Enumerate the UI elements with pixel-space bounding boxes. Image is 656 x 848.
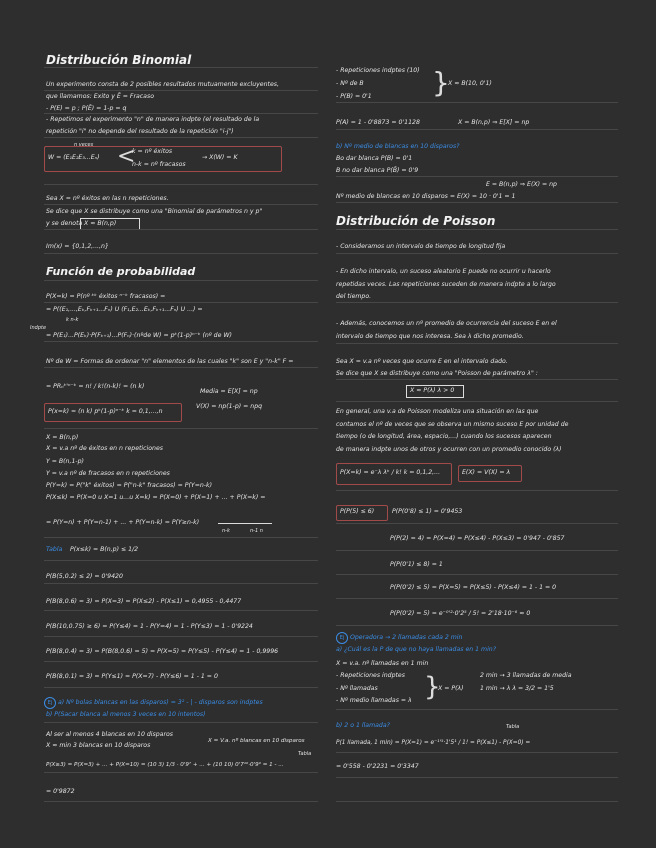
ruled-line xyxy=(44,661,318,662)
text-line: Y = v.a nº de fracasos en n repeticiones xyxy=(46,470,170,477)
ruled-line xyxy=(44,90,318,91)
exercise-icon: Ej xyxy=(336,632,348,644)
formula: E = B(n,p) ⇒ E(X) = np xyxy=(486,181,557,188)
ruled-line xyxy=(44,341,318,342)
text-line: - Nº medio llamadas = λ xyxy=(336,697,412,704)
formula: P(X=k) = e⁻λ λᵏ / k! k = 0,1,2,... xyxy=(340,469,441,476)
formula: E(X) = V(X) = λ xyxy=(462,469,511,476)
text-line: - Repetimos el experimento "n" de manera indpte (el resultado de la xyxy=(46,116,260,123)
poisson-title: Distribución de Poisson xyxy=(336,214,496,228)
ruled-line xyxy=(336,523,618,524)
ruled-line xyxy=(44,253,318,254)
text-line: Se dice que X se distribuye como una "Poisson de parámetro λ" : xyxy=(336,370,538,377)
ruled-line xyxy=(44,302,318,303)
text-line: n veces xyxy=(74,142,94,148)
text-line: En general, una v.a de Poisson modeliza una situación en las que xyxy=(336,408,539,415)
ruled-line xyxy=(44,583,318,584)
formula: X ≈ P(λ) λ > 0 xyxy=(410,387,455,394)
text-line: Un experimento consta de 2 posibles resultados mutuamente excluyentes, xyxy=(46,81,279,88)
formula: X = B(n,p) ⇒ E[X] = np xyxy=(458,119,530,126)
formula: → X(W) = K xyxy=(202,154,238,161)
text-line: - P(B) = 0'1 xyxy=(336,93,372,100)
formula: = P((E₁,...,Eₖ,Fₖ₊₁...Fₙ) U (F₁,E₂...Eₖ,Fₖ₊₁...Fₙ) U ...) = xyxy=(46,306,203,313)
ruled-line xyxy=(44,801,318,802)
text-line: X = B(n,p) xyxy=(46,434,79,441)
formula: P(X≤k) = P(X=0 u X=1 u...u X=k) = P(X=0) + P(X=1) + ... + P(X=k) = xyxy=(46,494,266,501)
formula: P(P(2) = 4) = P(X=4) = P(X≤4) - P(X≤3) = 0'947 - 0'857 xyxy=(390,535,565,542)
text-line: Sea X = v.a nº veces que ocurre E en el intervalo dado. xyxy=(336,358,508,365)
ruled-line xyxy=(44,636,318,637)
formula: P(B(5,0.2) ≤ 2) = 0'9420 xyxy=(46,573,123,580)
exercise-text: b) 2 o 1 llamada? xyxy=(336,722,390,729)
right-column xyxy=(330,0,630,848)
brace: } xyxy=(424,672,441,702)
text-line: - Nº llamadas xyxy=(336,685,378,692)
ruled-line xyxy=(44,204,318,205)
axis-label: n-k xyxy=(222,528,230,534)
text-line: tiempo (o de longitud, área, espacio,...) cuando los sucesos aparecen xyxy=(336,433,552,440)
formula: k n-k xyxy=(66,317,79,323)
brace: } xyxy=(432,66,450,99)
text-line: X = V.a. nº blancas en 10 disparos xyxy=(208,738,305,744)
text-line: X = v.a nº de éxitos en n repeticiones xyxy=(46,445,164,452)
text-line: - Repeticiones indptes (10) xyxy=(336,67,420,74)
formula: = PRₙᵏ'ⁿ⁻ᵏ = n! / k!(n-k)! = (n k) xyxy=(46,383,145,390)
formula: P(Y=k) = P("k" éxitos) = P("n-k" fracasos) = P(Y=n-k) xyxy=(46,482,213,489)
ruled-line xyxy=(336,129,618,130)
ruled-line xyxy=(336,490,618,491)
result: = 0'9872 xyxy=(46,788,75,795)
ruled-line xyxy=(336,401,618,402)
exercise-text: b) P(Sacar blanca al menos 3 veces en 10 intentos) xyxy=(46,711,206,718)
binomial-title: Distribución Binomial xyxy=(46,53,192,67)
ruled-line xyxy=(44,229,318,230)
text-line: - Repeticiones indptes xyxy=(336,672,405,679)
formula: 2 min → 3 llamadas de media xyxy=(480,672,572,679)
formula: P(P(5) ≤ 6) xyxy=(340,508,375,515)
text-line: contamos el nº de veces que se observa un mismo suceso E por unidad de xyxy=(336,421,569,428)
formula: P(x=k) = (n k) pᵏ(1-p)ⁿ⁻ᵏ k = 0,1,...,n xyxy=(48,408,163,415)
formula: P(A) = 1 - 0'8873 = 0'1128 xyxy=(336,119,420,126)
section-title: Función de probabilidad xyxy=(46,265,196,278)
brace: < xyxy=(117,144,136,169)
ruled-line xyxy=(44,113,318,114)
formula: n-k = nº fracasos xyxy=(132,161,186,168)
left-column xyxy=(0,0,312,848)
text-line: Al ser al menos 4 blancas en 10 disparos xyxy=(46,731,173,738)
text-line: X ≈ min 3 blancas en 10 disparos xyxy=(46,742,151,749)
ruled-line xyxy=(44,772,318,773)
ruled-line xyxy=(336,102,618,103)
text-line: intervalo de tiempo que nos interesa. Sea λ dicho promedio. xyxy=(336,333,524,340)
text-line: - Consideramos un intervalo de tiempo de longitud fija xyxy=(336,243,506,250)
formula: P(P(0'2) ≤ 5) = P(X=5) = P(X≤5) - P(X≤4) = 1 - 1 = 0 xyxy=(390,584,557,591)
text-line: B no dar blanca P(B̄) = 0'9 xyxy=(336,167,419,174)
ruled-line xyxy=(336,752,618,753)
ruled-line xyxy=(336,550,618,551)
formula: P(X=k) = P(nº ᵏᵏ éxitos ⁿ⁻ᵏ fracasos) = xyxy=(46,293,166,300)
tabla-label: Tabla xyxy=(46,546,63,553)
text-line: que llamamos: Exito y Ē = Fracaso xyxy=(46,93,154,100)
text-line: - P(E) = p ; P(Ē) = 1-p = q xyxy=(46,105,127,112)
text-line: Y = B(n,1-p) xyxy=(46,458,84,465)
text-line: Bo dar blanca P(B) = 0'1 xyxy=(336,155,413,162)
ruled-line xyxy=(44,184,318,185)
ruled-line xyxy=(44,722,318,723)
ruled-line xyxy=(44,428,318,429)
text-line: Sea X = nº éxitos en las n repeticiones. xyxy=(46,195,169,202)
ruled-line xyxy=(336,801,618,802)
text-line: del tiempo. xyxy=(336,293,372,300)
ruled-line xyxy=(44,560,318,561)
exercise-text: Operadora → 2 llamadas cada 2 min xyxy=(350,634,463,641)
ruled-line xyxy=(336,574,618,575)
ruled-line xyxy=(336,176,618,177)
text-line: repetición "i" no depende del resultado de la repetición "i-j") xyxy=(46,128,234,135)
formula: P(1 llamada, 1 min) = P(X=1) = e⁻¹'⁵·1'5¹ / 1! = P(X≤1) - P(X=0) = xyxy=(336,740,531,746)
tabla-note: Tabla xyxy=(298,751,312,757)
formula: P(B(8,0.4) = 3) = P(B(8,0.6) = 5) = P(X=5) = P(Y≤5) - P(Y≤4) = 1 - 0,9996 xyxy=(46,648,279,655)
formula: P(B(8,0.1) = 3) = P(Y≤1) = P(X=7) - P(Y≤6) = 1 - 1 = 0 xyxy=(46,673,218,680)
text-line: de manera indpte unos de otros y ocurren con un promedio conocido (λ) xyxy=(336,446,562,453)
annotation: Indpte xyxy=(30,325,47,331)
text-line: y se denota xyxy=(46,220,83,227)
axis-label: n-1 n xyxy=(250,528,263,534)
formula: X = P(λ) xyxy=(438,685,464,692)
formula: P(P(0'1) ≤ 8) = 1 xyxy=(390,561,443,568)
number-line xyxy=(218,523,272,524)
formula: k = nº éxitos xyxy=(132,148,173,155)
exercise-text: b) Nº medio de blancas en 10 disparos? xyxy=(336,143,460,150)
formula: P(P(0'2) = 5) = e⁻⁰'²·0'2⁵ / 5! = 2'18·10⁻⁶ ≈ 0 xyxy=(390,610,531,617)
tabla-note: Tabla xyxy=(506,724,520,730)
formula: = P(E₁)...P(Eₖ)·P(Fₖ₊₁)...P(Fₙ)·(nºde W) = pᵏ(1-p)ⁿ⁻ᵏ (nº de W) xyxy=(46,332,232,339)
text-line: Se dice que X se distribuye como una "Binomial de parámetros n y p" xyxy=(46,208,263,215)
formula: V(X) = np(1-p) = npq xyxy=(196,403,263,410)
ruled-line xyxy=(336,598,618,599)
result: = 0'558 - 0'2231 = 0'3347 xyxy=(336,763,419,770)
formula: = P(Y=n) + P(Y=n-1) + ... + P(Y=n-k) = P(Y≥n-k) xyxy=(46,519,200,526)
ruled-line xyxy=(44,537,318,538)
ruled-line xyxy=(336,379,618,380)
ruled-line xyxy=(336,777,618,778)
formula: P(x≤k) = B(n,p) ≤ 1/2 xyxy=(70,546,139,553)
ruled-line xyxy=(336,253,618,254)
formula: W = (E₁E₂E₃...Eₙ) xyxy=(48,154,100,161)
text-line: - Nº de B xyxy=(336,80,364,87)
ruled-line xyxy=(336,302,618,303)
exercise-text: a) ¿Cuál es la P de que no haya llamadas en 1 min? xyxy=(336,646,496,653)
ruled-line xyxy=(44,610,318,611)
exercise-icon: Ej xyxy=(44,697,56,709)
ruled-line xyxy=(336,202,618,203)
ruled-line xyxy=(336,229,618,230)
formula: 1 min → λ λ = 3/2 = 1'5 xyxy=(480,685,554,692)
formula: P(B(8,0.6) = 3) = P(X=3) = P(X≤2) - P(X≤1) = 0,4955 - 0,4477 xyxy=(46,598,242,605)
text-line: Im(x) = {0,1,2,...,n} xyxy=(46,243,109,250)
text-line: X = v.a. nº llamadas en 1 min xyxy=(336,660,429,667)
ruled-line xyxy=(44,67,318,68)
formula: X ≈ B(n,p) xyxy=(84,220,117,227)
ruled-line xyxy=(336,709,618,710)
text-line: Nº medio de blancas en 10 disparos = E(X) = 10 · 0'1 = 1 xyxy=(336,193,516,200)
ruled-line xyxy=(336,625,618,626)
formula: P(P(0'8) ≤ 1) = 0'9453 xyxy=(392,508,463,515)
formula: X ≈ B(10, 0'1) xyxy=(448,80,492,87)
formula: Media = E[X] = np xyxy=(200,388,258,395)
ruled-line xyxy=(44,367,318,368)
ruled-line xyxy=(44,137,318,138)
formula: P(B(10,0.75) ≥ 6) = P(Y≤4) = 1 - P(Y=4) = 1 - P(Y≤3) = 1 - 0'9224 xyxy=(46,623,253,630)
text-line: repetidas veces. Las repeticiones suceden de manera indpte a lo largo xyxy=(336,281,556,288)
text-line: - En dicho intervalo, un suceso aleatorio E puede no ocurrir u hacerlo xyxy=(336,268,551,275)
ruled-line xyxy=(44,280,318,281)
ruled-line xyxy=(44,687,318,688)
exercise-text: a) Nº bolas blancas en las disparos) = 3² - | - disparos son indptes xyxy=(58,699,263,706)
text-line: - Además, conocemos un nº promedio de ocurrencia del suceso E en el xyxy=(336,320,557,327)
formula: P(X≥3) = P(X=3) + ... + P(X=10) = (10 3) 1/3 · 0'9⁷ + ... + (10 10) 0'7¹⁰·0'9⁰ = 1 - ... xyxy=(46,762,284,768)
ruled-line xyxy=(336,343,618,344)
text-line: Nº de W = Formas de ordenar "n" elementos de las cuales "k" son E y "n-k" F = xyxy=(46,358,294,365)
